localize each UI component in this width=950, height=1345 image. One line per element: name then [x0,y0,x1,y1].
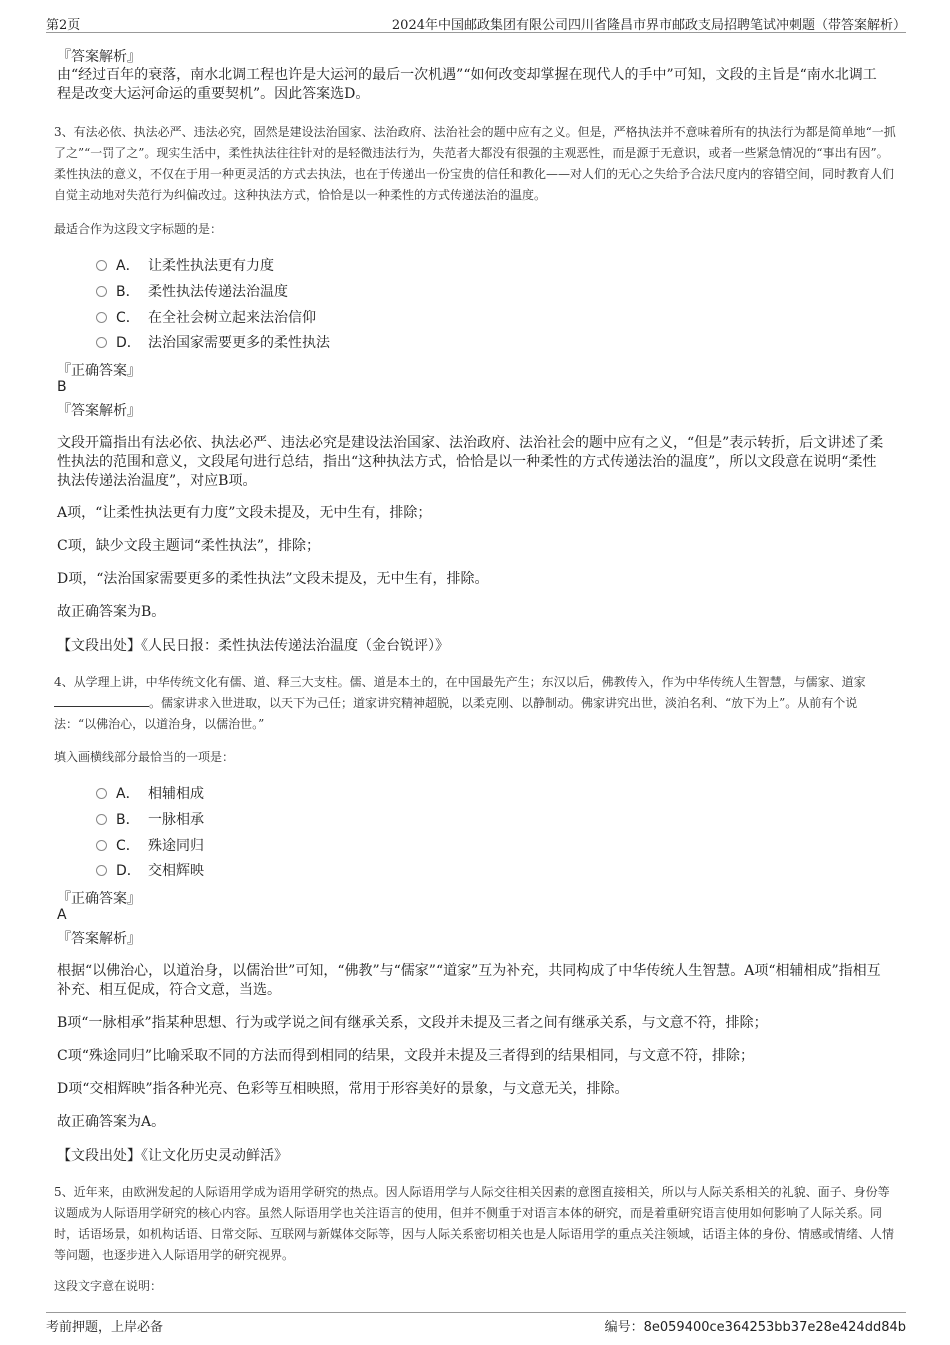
q3-correct-answer: B [57,379,67,395]
page-number: 第2页 [46,18,81,33]
radio-icon[interactable] [96,312,107,323]
footer-slogan: 考前押题，上岸必备 [46,1320,164,1335]
q3-analysis-para-1: 文段开篇指出有法必依、执法必严、违法必究是建设法治国家、法治政府、法治社会的题中应有之义，“但是”表示转折，后文讲述了柔性执法的范围和意义，文段尾句进行总结，指出“这种执法方式，恰恰是以一种柔性的方式传递法治的温度”，所以文段意在说明“柔性执法传递法治温度”，对应B项。 [57,435,884,489]
q3-option-c[interactable]: C． 在全社会树立起来法治信仰 [96,307,316,327]
q3-analysis-para-2: A项，“让柔性执法更有力度”文段未提及，无中生有，排除； [57,505,432,521]
radio-icon[interactable] [96,865,107,876]
q4-correct-label: 『正确答案』 [57,891,141,907]
q5-stem: 这段文字意在说明： [54,1279,163,1293]
q3-option-a[interactable]: A． 让柔性执法更有力度 [96,255,274,275]
q4-option-a[interactable]: A． 相辅相成 [96,783,204,803]
q4-option-d[interactable]: D． 交相辉映 [96,860,204,880]
radio-icon[interactable] [96,260,107,271]
radio-icon[interactable] [96,814,107,825]
q3-analysis-para-3: C项，缺少文段主题词“柔性执法”，排除； [57,538,321,554]
q3-passage: 3、有法必依、执法必严、违法必究，固然是建设法治国家、法治政府、法治社会的题中应有之义。但是，严格执法并不意味着所有的执法行为都是简单地“一抓了之”“一罚了之”。现实生活中，柔性执法往往针对的是轻微违法行为，失范者大都没有很强的主观恶性，而是源于无意识，或者一些紧急情况的“事出有因”。柔性执法的意义，不仅在于用一种更灵活的方式去执法，也在于传递出一份宝贵的信任和教化——对人们的无心之失给予合法尺度内的容错空间，同时教育人们自觉主动地对失范行为纠偏改过。这种执法方式，恰恰是以一种柔性的方式传递法治的温度。 [54,125,896,202]
q4-analysis-para-2: B项“一脉相承”指某种思想、行为或学说之间有继承关系，文段并未提及三者之间有继承关系，与文意不符，排除； [57,1015,768,1031]
page-footer [46,1312,906,1333]
q4-analysis-para-5: 故正确答案为A。 [57,1114,166,1130]
q2-analysis-label: 『答案解析』 [57,49,141,65]
page-header [46,12,906,33]
q3-stem: 最适合作为这段文字标题的是： [54,222,223,236]
q3-source: 【文段出处】《人民日报：柔性执法传递法治温度（金台锐评）》 [57,638,449,654]
radio-icon[interactable] [96,337,107,348]
q2-analysis-text: 由“经过百年的衰落，南水北调工程也许是大运河的最后一次机遇”“如何改变却掌握在现代人的手中”可知，文段的主旨是“南水北调工程是改变大运河命运的重要契机”。因此答案选D。 [57,67,877,102]
q4-analysis-label: 『答案解析』 [57,931,141,947]
q4-analysis-para-4: D项“交相辉映”指各种光亮、色彩等互相映照，常用于形容美好的景象，与文意无关，排除。 [57,1081,629,1097]
radio-icon[interactable] [96,788,107,799]
q3-option-b[interactable]: B． 柔性执法传递法治温度 [96,281,288,301]
q4-analysis-para-3: C项“殊途同归”比喻采取不同的方法而得到相同的结果，文段并未提及三者得到的结果相同，与文意不符，排除； [57,1048,755,1064]
radio-icon[interactable] [96,286,107,297]
document-id: 编号：8e059400ce364253bb37e28e424dd84b [604,1320,906,1335]
q5-passage: 5、近年来，由欧洲发起的人际语用学成为语用学研究的热点。因人际语用学与人际交往相关因素的意图直接相关，所以与人际关系相关的礼貌、面子、身份等议题成为人际语用学研究的核心内容。虽然人际语用学也关注语言的使用，但并不侧重于对语言本体的研究，而是着重研究语言使用如何影响了人际关系。同时，话语场景，如机构话语、日常交际、互联网与新媒体交际等，因与人际关系密切相关也是人际语用学的重点关注领域，话语主体的身份、情感或情绪、人情等问题，也逐步进入人际语用学的研究视界。 [54,1185,895,1262]
document-title: 2024年中国邮政集团有限公司四川省隆昌市界市邮政支局招聘笔试冲刺题（带答案解析） [391,18,906,33]
q3-analysis-para-4: D项，“法治国家需要更多的柔性执法”文段未提及，无中生有，排除。 [57,571,489,587]
q4-analysis-para-1: 根据“以佛治心，以道治身，以儒治世”可知，“佛教”与“儒家”“道家”互为补充，共同构成了中华传统人生智慧。A项“相辅相成”指相互补充、相互促成，符合文意，当选。 [57,963,881,998]
q4-passage: 4、从学理上讲，中华传统文化有儒、道、释三大支柱。儒、道是本土的，在中国最先产生；东汉以后，佛教传入，作为中华传统人生智慧，与儒家、道家。儒家讲求入世进取，以天下为己任；道家讲究精神超脱，以柔克刚、以静制动。佛家讲究出世，淡泊名利、“放下为上”。从前有个说法：“以佛治心，以道治身，以儒治世。” [54,675,866,731]
fill-blank [54,696,149,707]
q3-option-d[interactable]: D． 法治国家需要更多的柔性执法 [96,332,330,352]
q4-source: 【文段出处】《让文化历史灵动鲜活》 [57,1148,288,1164]
q4-option-b[interactable]: B． 一脉相承 [96,809,204,829]
q3-correct-label: 『正确答案』 [57,363,141,379]
q4-stem: 填入画横线部分最恰当的一项是： [54,750,235,764]
q3-analysis-para-5: 故正确答案为B。 [57,604,166,620]
q4-option-c[interactable]: C． 殊途同归 [96,835,204,855]
radio-icon[interactable] [96,840,107,851]
q4-correct-answer: A [57,907,67,923]
q3-analysis-label: 『答案解析』 [57,403,141,419]
